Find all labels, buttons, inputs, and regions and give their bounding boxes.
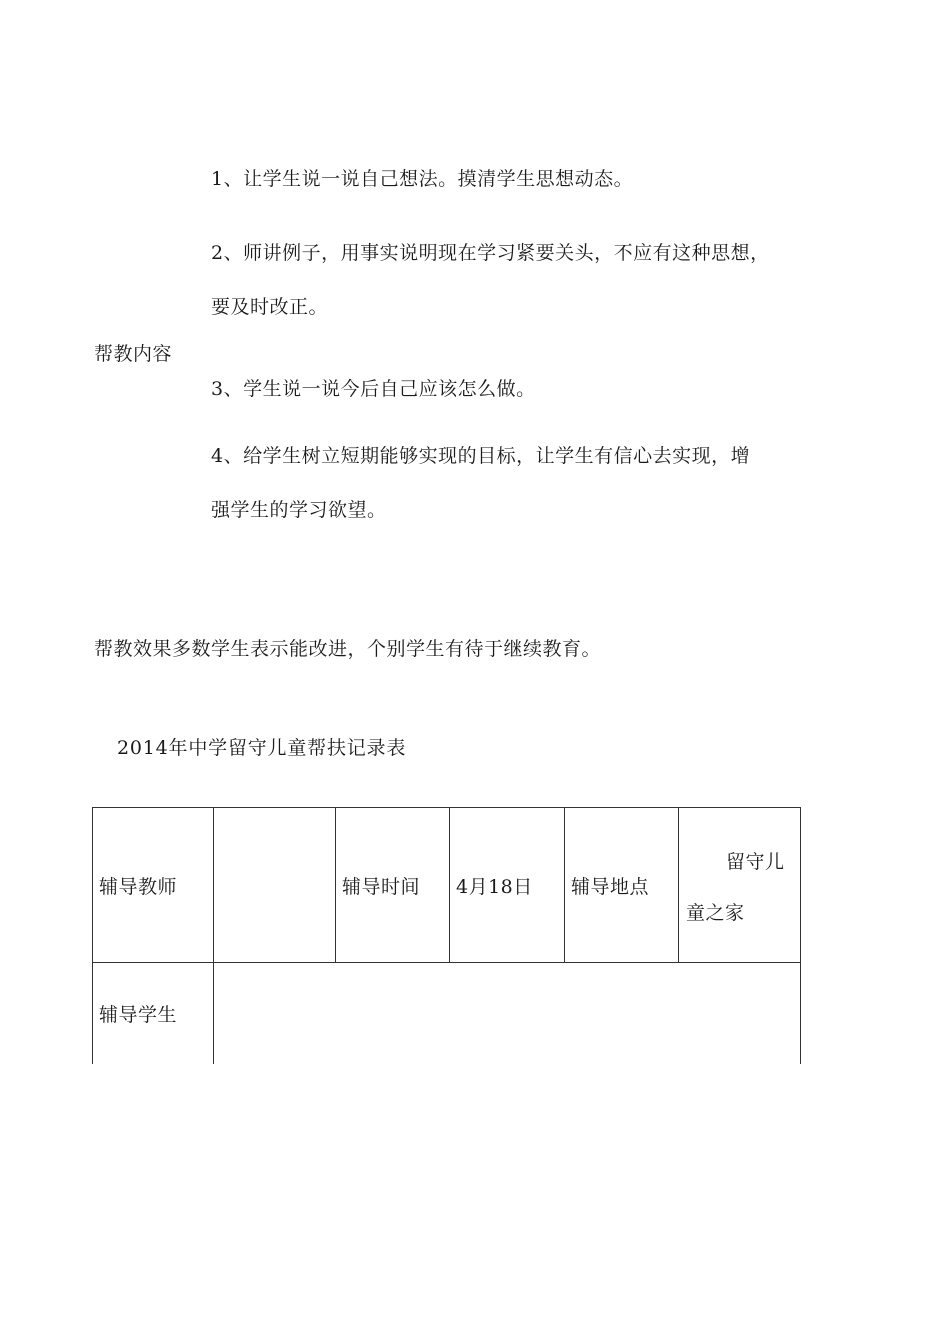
- student-label: 辅导学生: [99, 1004, 178, 1026]
- table-col-divider: [335, 807, 336, 962]
- table-border-top: [92, 807, 801, 808]
- help-item-4: 4、给学生树立短期能够实现的目标，让学生有信心去实现，增: [211, 445, 751, 467]
- help-content-label: 帮教内容: [94, 343, 173, 365]
- table-border-left: [92, 807, 93, 1064]
- table-row-divider: [92, 962, 801, 963]
- table-col-divider: [564, 807, 565, 962]
- table-col-divider: [678, 807, 679, 962]
- teacher-label: 辅导教师: [99, 876, 178, 898]
- help-item-2: 2、师讲例子，用事实说明现在学习紧要关头，不应有这种思想，: [211, 242, 770, 264]
- help-item-1: 1、让学生说一说自己想法。摸清学生思想动态。: [211, 168, 634, 190]
- help-item-4-cont: 强学生的学习欲望。: [211, 499, 387, 521]
- help-effect-text: 帮教效果多数学生表示能改进，个别学生有待于继续教育。: [94, 638, 602, 660]
- table-title: 2014年中学留守儿童帮扶记录表: [117, 737, 407, 759]
- time-label: 辅导时间: [342, 876, 421, 898]
- table-col-divider: [449, 807, 450, 962]
- place-value-line2: 童之家: [686, 902, 745, 924]
- place-value-line1: 留守儿: [726, 851, 785, 873]
- table-col-divider: [213, 807, 214, 1064]
- place-label: 辅导地点: [571, 876, 650, 898]
- table-border-right: [800, 807, 801, 1064]
- time-value: 4月18日: [456, 876, 533, 898]
- help-item-2-cont: 要及时改正。: [211, 296, 329, 318]
- help-item-3: 3、学生说一说今后自己应该怎么做。: [211, 378, 536, 400]
